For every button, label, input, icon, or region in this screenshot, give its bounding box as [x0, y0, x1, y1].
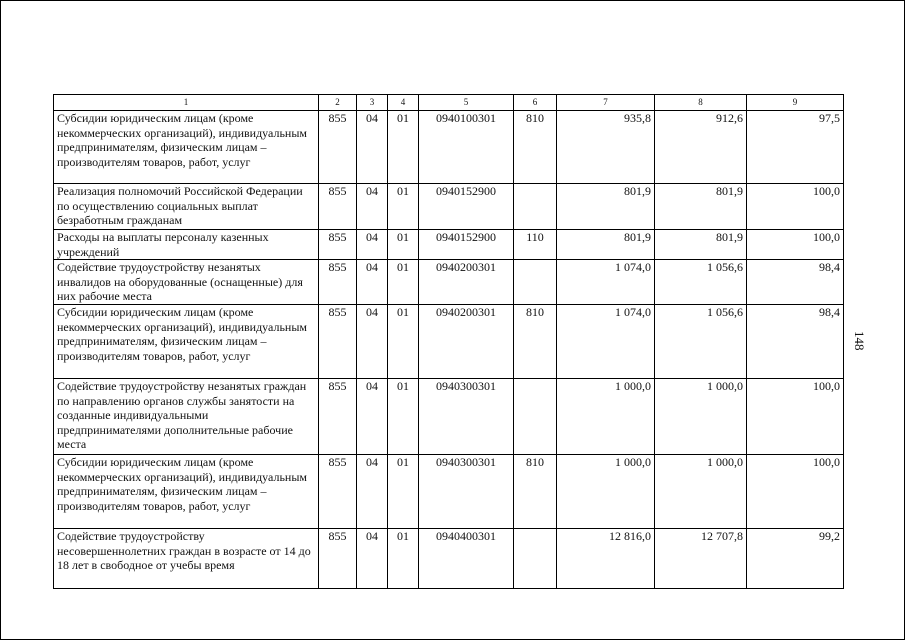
table-row — [54, 184, 844, 230]
target-item-cell: 0940300301 — [419, 455, 514, 529]
subsection-code-cell: 01 — [388, 305, 419, 379]
planned-amount-cell: 935,8 — [557, 111, 655, 184]
planned-amount-cell: 801,9 — [557, 184, 655, 230]
ministry-code-cell: 855 — [319, 379, 357, 455]
percent-cell: 98,4 — [747, 260, 844, 305]
subsection-code-cell: 01 — [388, 260, 419, 305]
target-item-cell: 0940300301 — [419, 379, 514, 455]
expense-name-cell: Субсидии юридическим лицам (кроме некоммерческих организаций), индивидуальным предпринимателям, физическим лицам – производителям товаров, работ, услуг — [54, 455, 319, 529]
expense-name-cell: Содействие трудоустройству незанятых инвалидов на оборудованные (оснащенные) для них рабочие места — [54, 260, 319, 305]
expense-name-cell: Субсидии юридическим лицам (кроме некоммерческих организаций), индивидуальным предпринимателям, физическим лицам – производителям товаров, работ, услуг — [54, 111, 319, 184]
target-item-cell: 0940200301 — [419, 260, 514, 305]
budget-table — [53, 94, 844, 589]
actual-amount-cell: 1 056,6 — [655, 305, 747, 379]
section-code-cell: 04 — [357, 260, 388, 305]
actual-amount-cell: 801,9 — [655, 184, 747, 230]
table-row — [54, 529, 844, 589]
expense-name-cell: Субсидии юридическим лицам (кроме некоммерческих организаций), индивидуальным предпринимателям, физическим лицам – производителям товаров, работ, услуг — [54, 305, 319, 379]
target-item-cell: 0940400301 — [419, 529, 514, 589]
column-header: 7 — [557, 95, 655, 111]
planned-amount-cell: 1 000,0 — [557, 379, 655, 455]
expense-type-cell — [514, 379, 557, 455]
table-row — [54, 111, 844, 184]
percent-cell: 100,0 — [747, 230, 844, 260]
expense-name-cell: Содействие трудоустройству несовершеннолетних граждан в возрасте от 14 до 18 лет в свободное от учебы время — [54, 529, 319, 589]
expense-name-cell: Расходы на выплаты персоналу казенных учреждений — [54, 230, 319, 260]
column-header: 5 — [419, 95, 514, 111]
ministry-code-cell: 855 — [319, 230, 357, 260]
expense-type-cell: 810 — [514, 111, 557, 184]
expense-type-cell — [514, 529, 557, 589]
column-header: 9 — [747, 95, 844, 111]
section-code-cell: 04 — [357, 305, 388, 379]
planned-amount-cell: 1 000,0 — [557, 455, 655, 529]
column-header: 2 — [319, 95, 357, 111]
actual-amount-cell: 1 056,6 — [655, 260, 747, 305]
section-code-cell: 04 — [357, 379, 388, 455]
ministry-code-cell: 855 — [319, 305, 357, 379]
subsection-code-cell: 01 — [388, 379, 419, 455]
subsection-code-cell: 01 — [388, 455, 419, 529]
page-number: 148 — [852, 331, 867, 351]
planned-amount-cell: 1 074,0 — [557, 260, 655, 305]
target-item-cell: 0940152900 — [419, 184, 514, 230]
actual-amount-cell: 1 000,0 — [655, 379, 747, 455]
column-header: 3 — [357, 95, 388, 111]
column-header: 4 — [388, 95, 419, 111]
percent-cell: 100,0 — [747, 379, 844, 455]
percent-cell: 100,0 — [747, 455, 844, 529]
ministry-code-cell: 855 — [319, 455, 357, 529]
ministry-code-cell: 855 — [319, 260, 357, 305]
subsection-code-cell: 01 — [388, 184, 419, 230]
section-code-cell: 04 — [357, 529, 388, 589]
section-code-cell: 04 — [357, 184, 388, 230]
target-item-cell: 0940200301 — [419, 305, 514, 379]
header-row — [54, 95, 844, 111]
table-row — [54, 455, 844, 529]
section-code-cell: 04 — [357, 111, 388, 184]
planned-amount-cell: 1 074,0 — [557, 305, 655, 379]
percent-cell: 97,5 — [747, 111, 844, 184]
expense-name-cell: Содействие трудоустройству незанятых граждан по направлению органов службы занятости на созданные индивидуальными предпринимателями дополнительные рабочие места — [54, 379, 319, 455]
table-row — [54, 305, 844, 379]
target-item-cell: 0940100301 — [419, 111, 514, 184]
percent-cell: 98,4 — [747, 305, 844, 379]
percent-cell: 99,2 — [747, 529, 844, 589]
ministry-code-cell: 855 — [319, 184, 357, 230]
actual-amount-cell: 912,6 — [655, 111, 747, 184]
column-header: 1 — [54, 95, 319, 111]
subsection-code-cell: 01 — [388, 111, 419, 184]
column-header: 8 — [655, 95, 747, 111]
section-code-cell: 04 — [357, 230, 388, 260]
expense-name-cell: Реализация полномочий Российской Федерации по осуществлению социальных выплат безработным гражданам — [54, 184, 319, 230]
planned-amount-cell: 801,9 — [557, 230, 655, 260]
percent-cell: 100,0 — [747, 184, 844, 230]
expense-type-cell: 810 — [514, 455, 557, 529]
subsection-code-cell: 01 — [388, 529, 419, 589]
target-item-cell: 0940152900 — [419, 230, 514, 260]
table-row — [54, 260, 844, 305]
actual-amount-cell: 1 000,0 — [655, 455, 747, 529]
ministry-code-cell: 855 — [319, 529, 357, 589]
section-code-cell: 04 — [357, 455, 388, 529]
ministry-code-cell: 855 — [319, 111, 357, 184]
subsection-code-cell: 01 — [388, 230, 419, 260]
expense-type-cell — [514, 260, 557, 305]
actual-amount-cell: 801,9 — [655, 230, 747, 260]
column-header: 6 — [514, 95, 557, 111]
table-row — [54, 230, 844, 260]
expense-type-cell — [514, 184, 557, 230]
actual-amount-cell: 12 707,8 — [655, 529, 747, 589]
expense-type-cell: 110 — [514, 230, 557, 260]
expense-type-cell: 810 — [514, 305, 557, 379]
table-row — [54, 379, 844, 455]
planned-amount-cell: 12 816,0 — [557, 529, 655, 589]
